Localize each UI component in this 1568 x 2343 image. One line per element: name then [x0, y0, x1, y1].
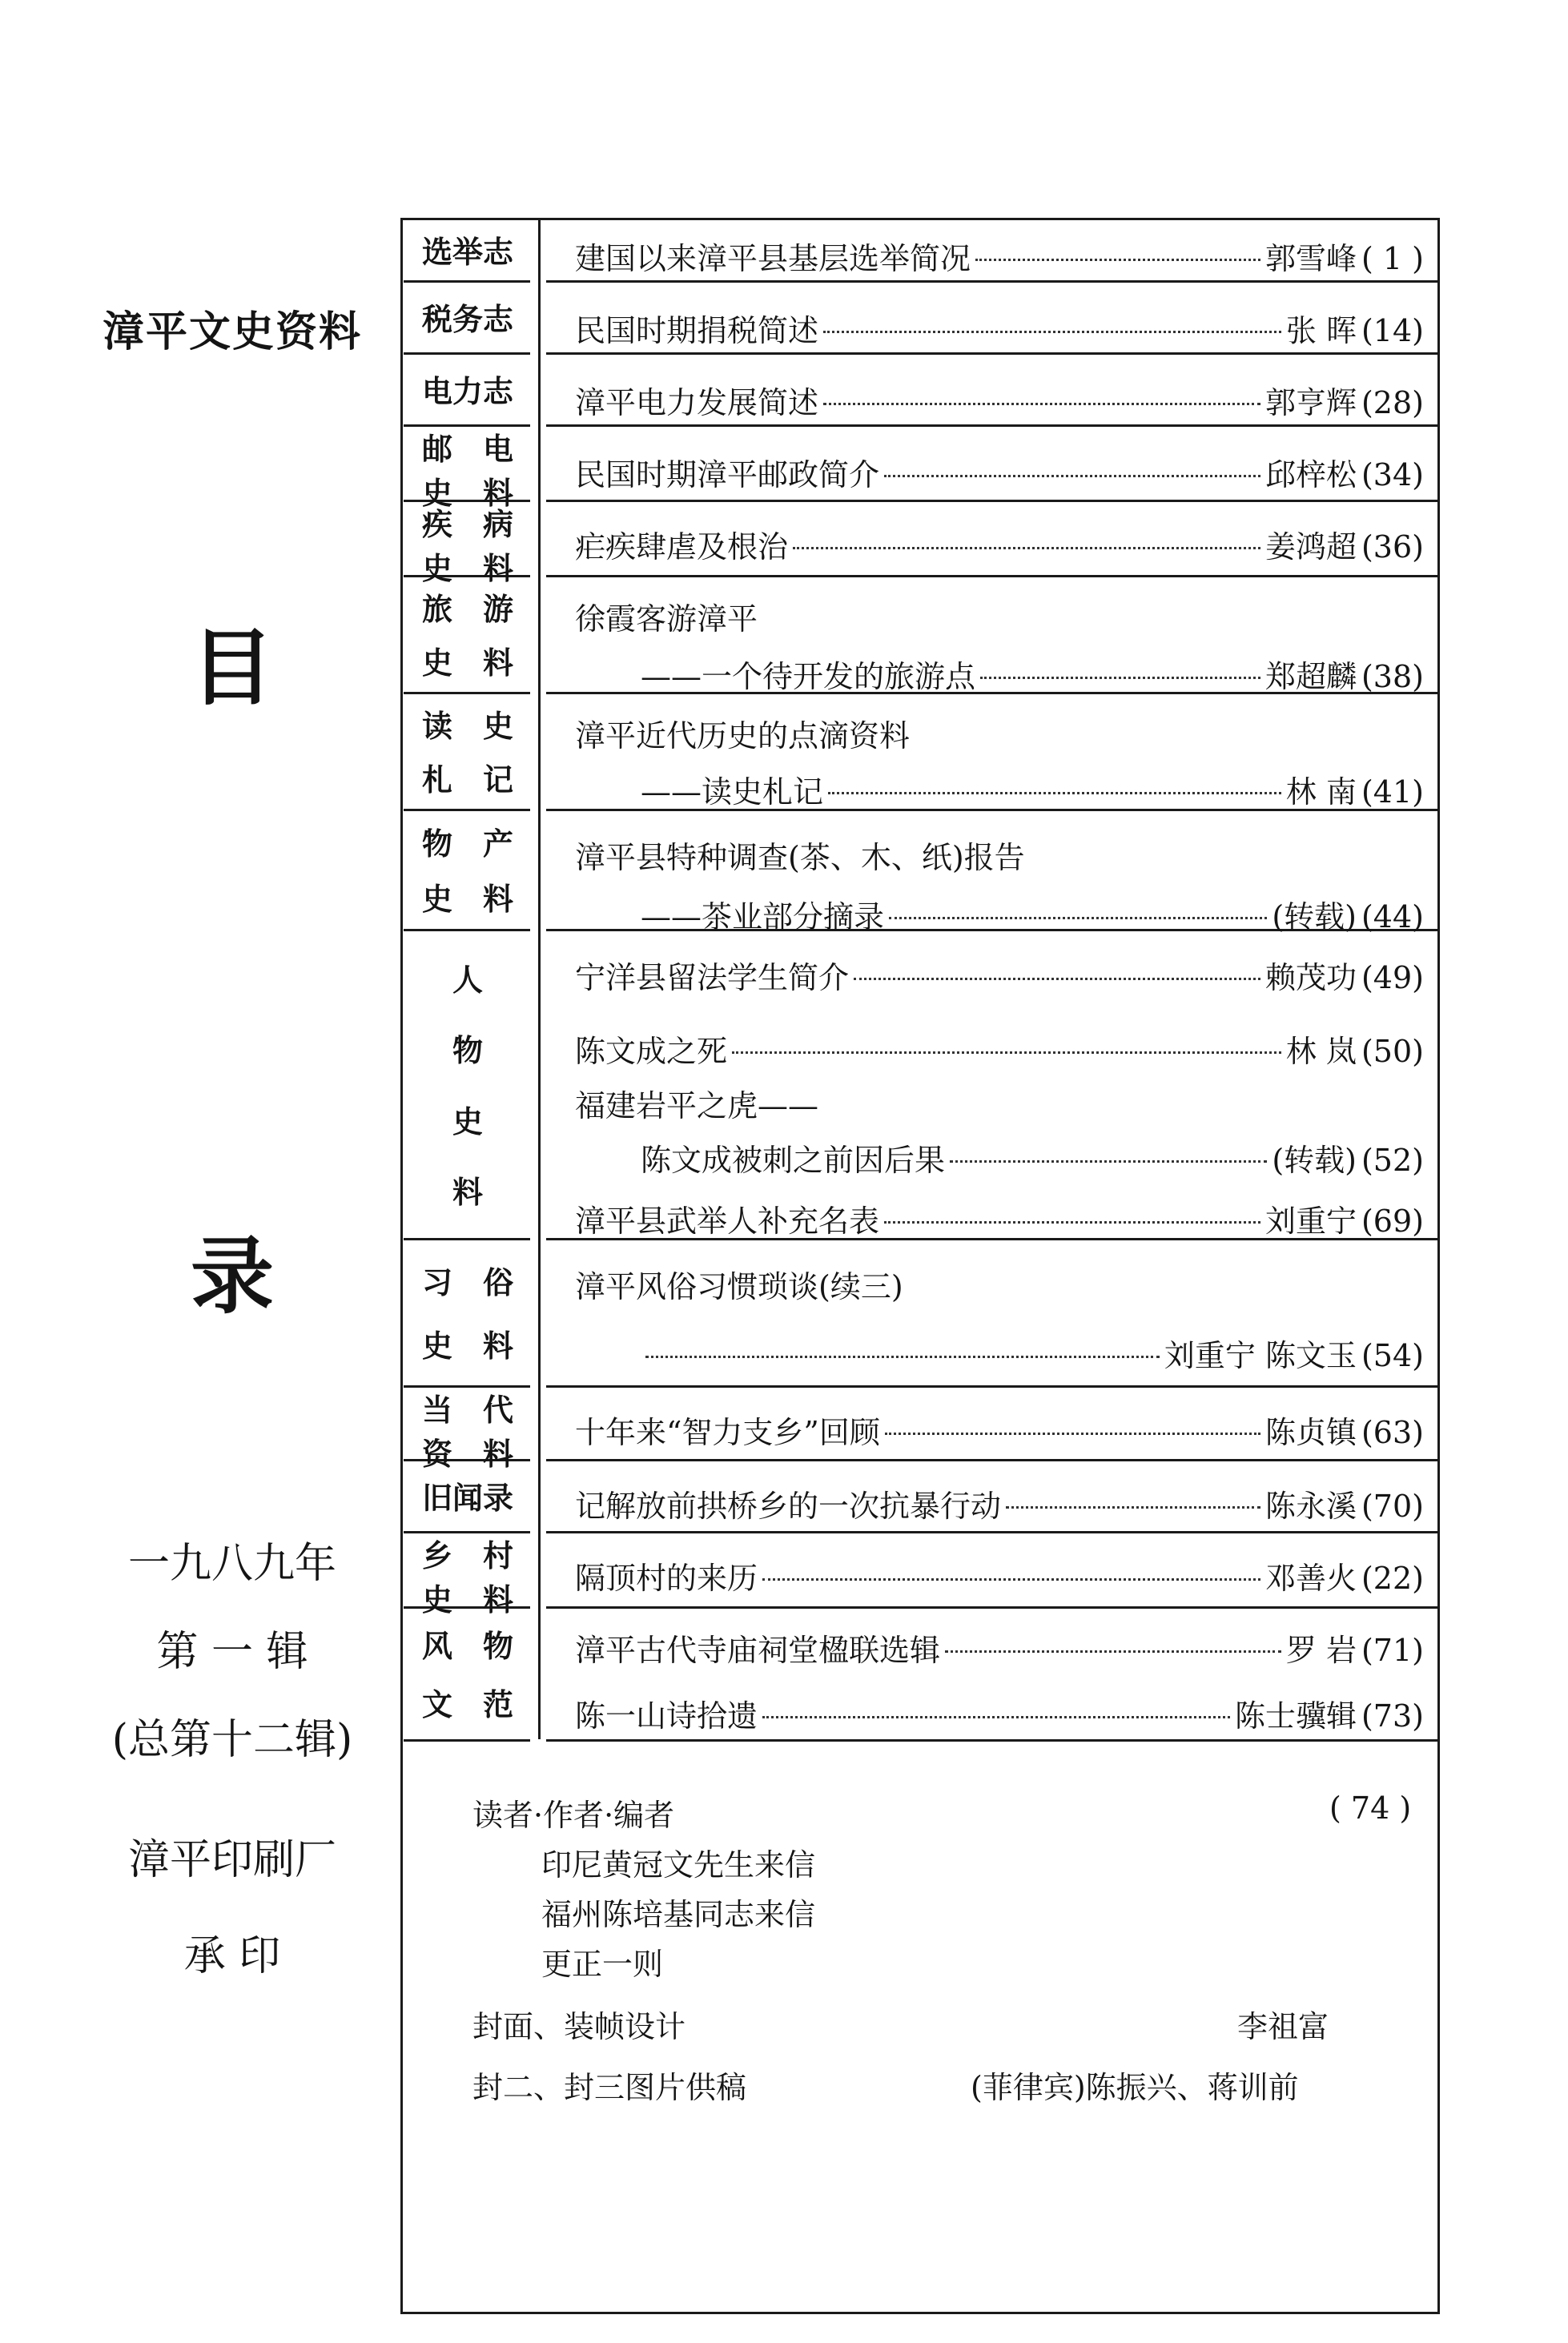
leader-dots	[980, 677, 1260, 679]
entry-subtitle: ——一个待开发的旅游点	[641, 659, 976, 694]
entry-author: 陈贞镇	[1264, 1415, 1357, 1450]
readers-section-title: 读者·作者·编者	[472, 1798, 675, 1833]
entry-author: 郑超麟	[1264, 659, 1357, 694]
section-rule	[546, 1739, 1438, 1742]
category-divider	[538, 218, 541, 1739]
entry-page: (54)	[1361, 1338, 1424, 1373]
entry-author: 刘重宁	[1264, 1204, 1357, 1239]
entry-title: 福建岩平之虎——	[575, 1088, 819, 1123]
letter-item: 更正一则	[541, 1947, 664, 1982]
leader-dots	[884, 475, 1260, 477]
toc-entry	[575, 1626, 1424, 1670]
heading-mu: 目	[190, 619, 274, 717]
letter-item: 福州陈培基同志来信	[541, 1897, 816, 1932]
leader-dots	[645, 1356, 1160, 1358]
toc-entry	[575, 234, 1424, 278]
entry-page: (52)	[1361, 1143, 1424, 1178]
toc-entry	[575, 711, 1424, 755]
entry-author: 林 岚	[1285, 1034, 1357, 1069]
toc-entry	[575, 594, 1424, 638]
toc-entry	[575, 306, 1424, 350]
entry-page: (28)	[1361, 385, 1424, 420]
entry-author: 邓善火	[1264, 1561, 1357, 1596]
leader-dots	[885, 1433, 1260, 1435]
entry-title: 漳平风俗习惯琐谈(续三)	[575, 1269, 903, 1304]
toc-entry	[575, 1262, 1424, 1306]
entry-page: (38)	[1361, 659, 1424, 694]
section-rule	[546, 280, 1438, 283]
entry-page: (22)	[1361, 1561, 1424, 1596]
toc-entry	[575, 1553, 1424, 1598]
section-category: 人 物 史 料	[452, 963, 483, 1210]
entry-title: 漳平县武举人补充名表	[575, 1204, 880, 1239]
section-rule	[546, 424, 1438, 427]
entry-page: (14)	[1361, 313, 1424, 348]
entry-author: 郭雪峰	[1264, 241, 1357, 276]
section-rule	[546, 1385, 1438, 1388]
entry-page: (50)	[1361, 1034, 1424, 1069]
leader-dots	[793, 547, 1260, 549]
section-category: 风 物 文 范	[421, 1628, 513, 1723]
section-category: 邮 电 史 料	[421, 432, 513, 511]
entry-page: (70)	[1361, 1489, 1424, 1524]
entry-title: 漳平电力发展简述	[575, 385, 819, 420]
entry-page: ( 1 )	[1361, 241, 1424, 276]
edition-year: 一九八九年	[127, 1540, 336, 1588]
entry-page: (36)	[1361, 529, 1424, 565]
toc-entry	[575, 1691, 1424, 1735]
entry-title: 陈文成之死	[575, 1034, 728, 1069]
section-category: 税务志	[421, 301, 513, 337]
entry-page: (73)	[1361, 1698, 1424, 1734]
category-rule	[404, 1739, 530, 1742]
toc-entry-continuation	[641, 1135, 1424, 1180]
entry-author: 陈永溪	[1264, 1489, 1357, 1524]
section-category: 疾 病 史 料	[421, 507, 513, 586]
section-category: 物 产 史 料	[421, 826, 513, 917]
toc-entry	[575, 1408, 1424, 1452]
toc-entry	[575, 833, 1424, 877]
section-rule	[546, 352, 1438, 355]
series-title: 漳平文史资料	[102, 308, 362, 356]
entry-page: (44)	[1361, 899, 1424, 934]
entry-subtitle: 陈文成被刺之前因后果	[641, 1143, 946, 1178]
entry-author: 郭亨辉	[1264, 385, 1357, 420]
entry-author: 罗 岩	[1285, 1633, 1357, 1668]
section-rule	[546, 1531, 1438, 1533]
entry-page: (63)	[1361, 1415, 1424, 1450]
entry-author: 邱梓松	[1264, 457, 1357, 492]
entry-author: 林 南	[1285, 774, 1357, 810]
edition-issue: 第 一 辑	[156, 1628, 308, 1676]
entry-title: 民国时期捐税简述	[575, 313, 819, 348]
entry-author: 张 晖	[1285, 313, 1357, 348]
entry-title: 建国以来漳平县基层选举简况	[575, 241, 971, 276]
readers-section-page: ( 74 )	[1329, 1790, 1412, 1826]
cover-design-label: 封面、装帧设计	[472, 2009, 686, 2044]
leader-dots	[732, 1051, 1281, 1054]
entry-author: (转载)	[1272, 1143, 1357, 1178]
entry-title: 隔顶村的来历	[575, 1561, 758, 1596]
photos-label: 封二、封三图片供稿	[472, 2070, 747, 2105]
toc-entry	[575, 450, 1424, 494]
edition-total: (总第十二辑)	[111, 1716, 353, 1764]
section-category: 选举志	[421, 234, 513, 270]
toc-entry-continuation	[641, 1331, 1424, 1375]
leader-dots	[762, 1578, 1260, 1581]
toc-entry	[575, 1196, 1424, 1240]
leader-dots	[762, 1716, 1230, 1718]
printer-action: 承 印	[183, 1932, 281, 1980]
toc-entry	[575, 378, 1424, 422]
toc-entry	[575, 1081, 1424, 1125]
leader-dots	[884, 1221, 1260, 1224]
entry-page: (49)	[1361, 960, 1424, 995]
toc-entry	[575, 1027, 1424, 1071]
heading-lu: 录	[190, 1228, 274, 1325]
entry-title: 陈一山诗拾遗	[575, 1698, 758, 1734]
entry-page: (34)	[1361, 457, 1424, 492]
entry-title: 徐霞客游漳平	[575, 601, 758, 637]
entry-title: 漳平古代寺庙祠堂楹联选辑	[575, 1633, 941, 1668]
entry-title: 宁洋县留法学生简介	[575, 960, 850, 995]
section-category: 习 俗 史 料	[421, 1264, 513, 1364]
toc-entry	[575, 1481, 1424, 1525]
cover-designer: 李祖富	[1237, 2009, 1329, 2044]
toc-entry-continuation	[641, 892, 1424, 936]
printer-name: 漳平印刷厂	[127, 1836, 336, 1884]
section-category: 旅 游 史 料	[421, 592, 513, 681]
section-rule	[546, 1606, 1438, 1609]
leader-dots	[854, 978, 1260, 980]
entry-page: (41)	[1361, 774, 1424, 810]
entry-title: 漳平近代历史的点滴资料	[575, 718, 911, 754]
entry-subtitle: ——读史札记	[641, 774, 824, 810]
leader-dots	[975, 259, 1260, 261]
entry-author: 姜鸿超	[1264, 529, 1357, 565]
toc-entry-continuation	[641, 767, 1424, 811]
entry-page: (71)	[1361, 1633, 1424, 1668]
section-rule	[546, 500, 1438, 502]
entry-title: 民国时期漳平邮政简介	[575, 457, 880, 492]
leader-dots	[823, 403, 1260, 405]
section-rule	[546, 575, 1438, 577]
section-category: 当 代 资 料	[421, 1393, 513, 1472]
entry-page: (69)	[1361, 1204, 1424, 1239]
leader-dots	[1006, 1506, 1260, 1509]
section-category: 电力志	[421, 373, 513, 409]
entry-author: (转载)	[1272, 899, 1357, 934]
toc-entry	[575, 953, 1424, 997]
entry-author: 陈士骥辑	[1234, 1698, 1357, 1734]
entry-title: 漳平县特种调查(茶、木、纸)报告	[575, 840, 1025, 875]
toc-entry-continuation	[641, 652, 1424, 696]
section-rule	[546, 1459, 1438, 1461]
toc-entry	[575, 522, 1424, 566]
entry-subtitle: ——茶业部分摘录	[641, 899, 885, 934]
photos-provider: (菲律宾)陈振兴、蒋训前	[971, 2070, 1299, 2105]
entry-title: 十年来“智力支乡”回顾	[575, 1415, 880, 1450]
entry-title: 疟疾肆虐及根治	[575, 529, 789, 565]
letter-item: 印尼黄冠文先生来信	[541, 1847, 816, 1883]
section-category: 读 史 札 记	[421, 709, 513, 798]
entry-title: 记解放前拱桥乡的一次抗暴行动	[575, 1489, 1002, 1524]
leader-dots	[950, 1160, 1267, 1163]
entry-author: 刘重宁 陈文玉	[1164, 1338, 1357, 1373]
section-category: 乡 村 史 料	[421, 1538, 513, 1618]
leader-dots	[945, 1650, 1281, 1653]
leader-dots	[889, 917, 1267, 919]
leader-dots	[828, 792, 1281, 794]
entry-author: 赖茂功	[1264, 960, 1357, 995]
section-category: 旧闻录	[421, 1480, 513, 1516]
leader-dots	[823, 331, 1281, 333]
